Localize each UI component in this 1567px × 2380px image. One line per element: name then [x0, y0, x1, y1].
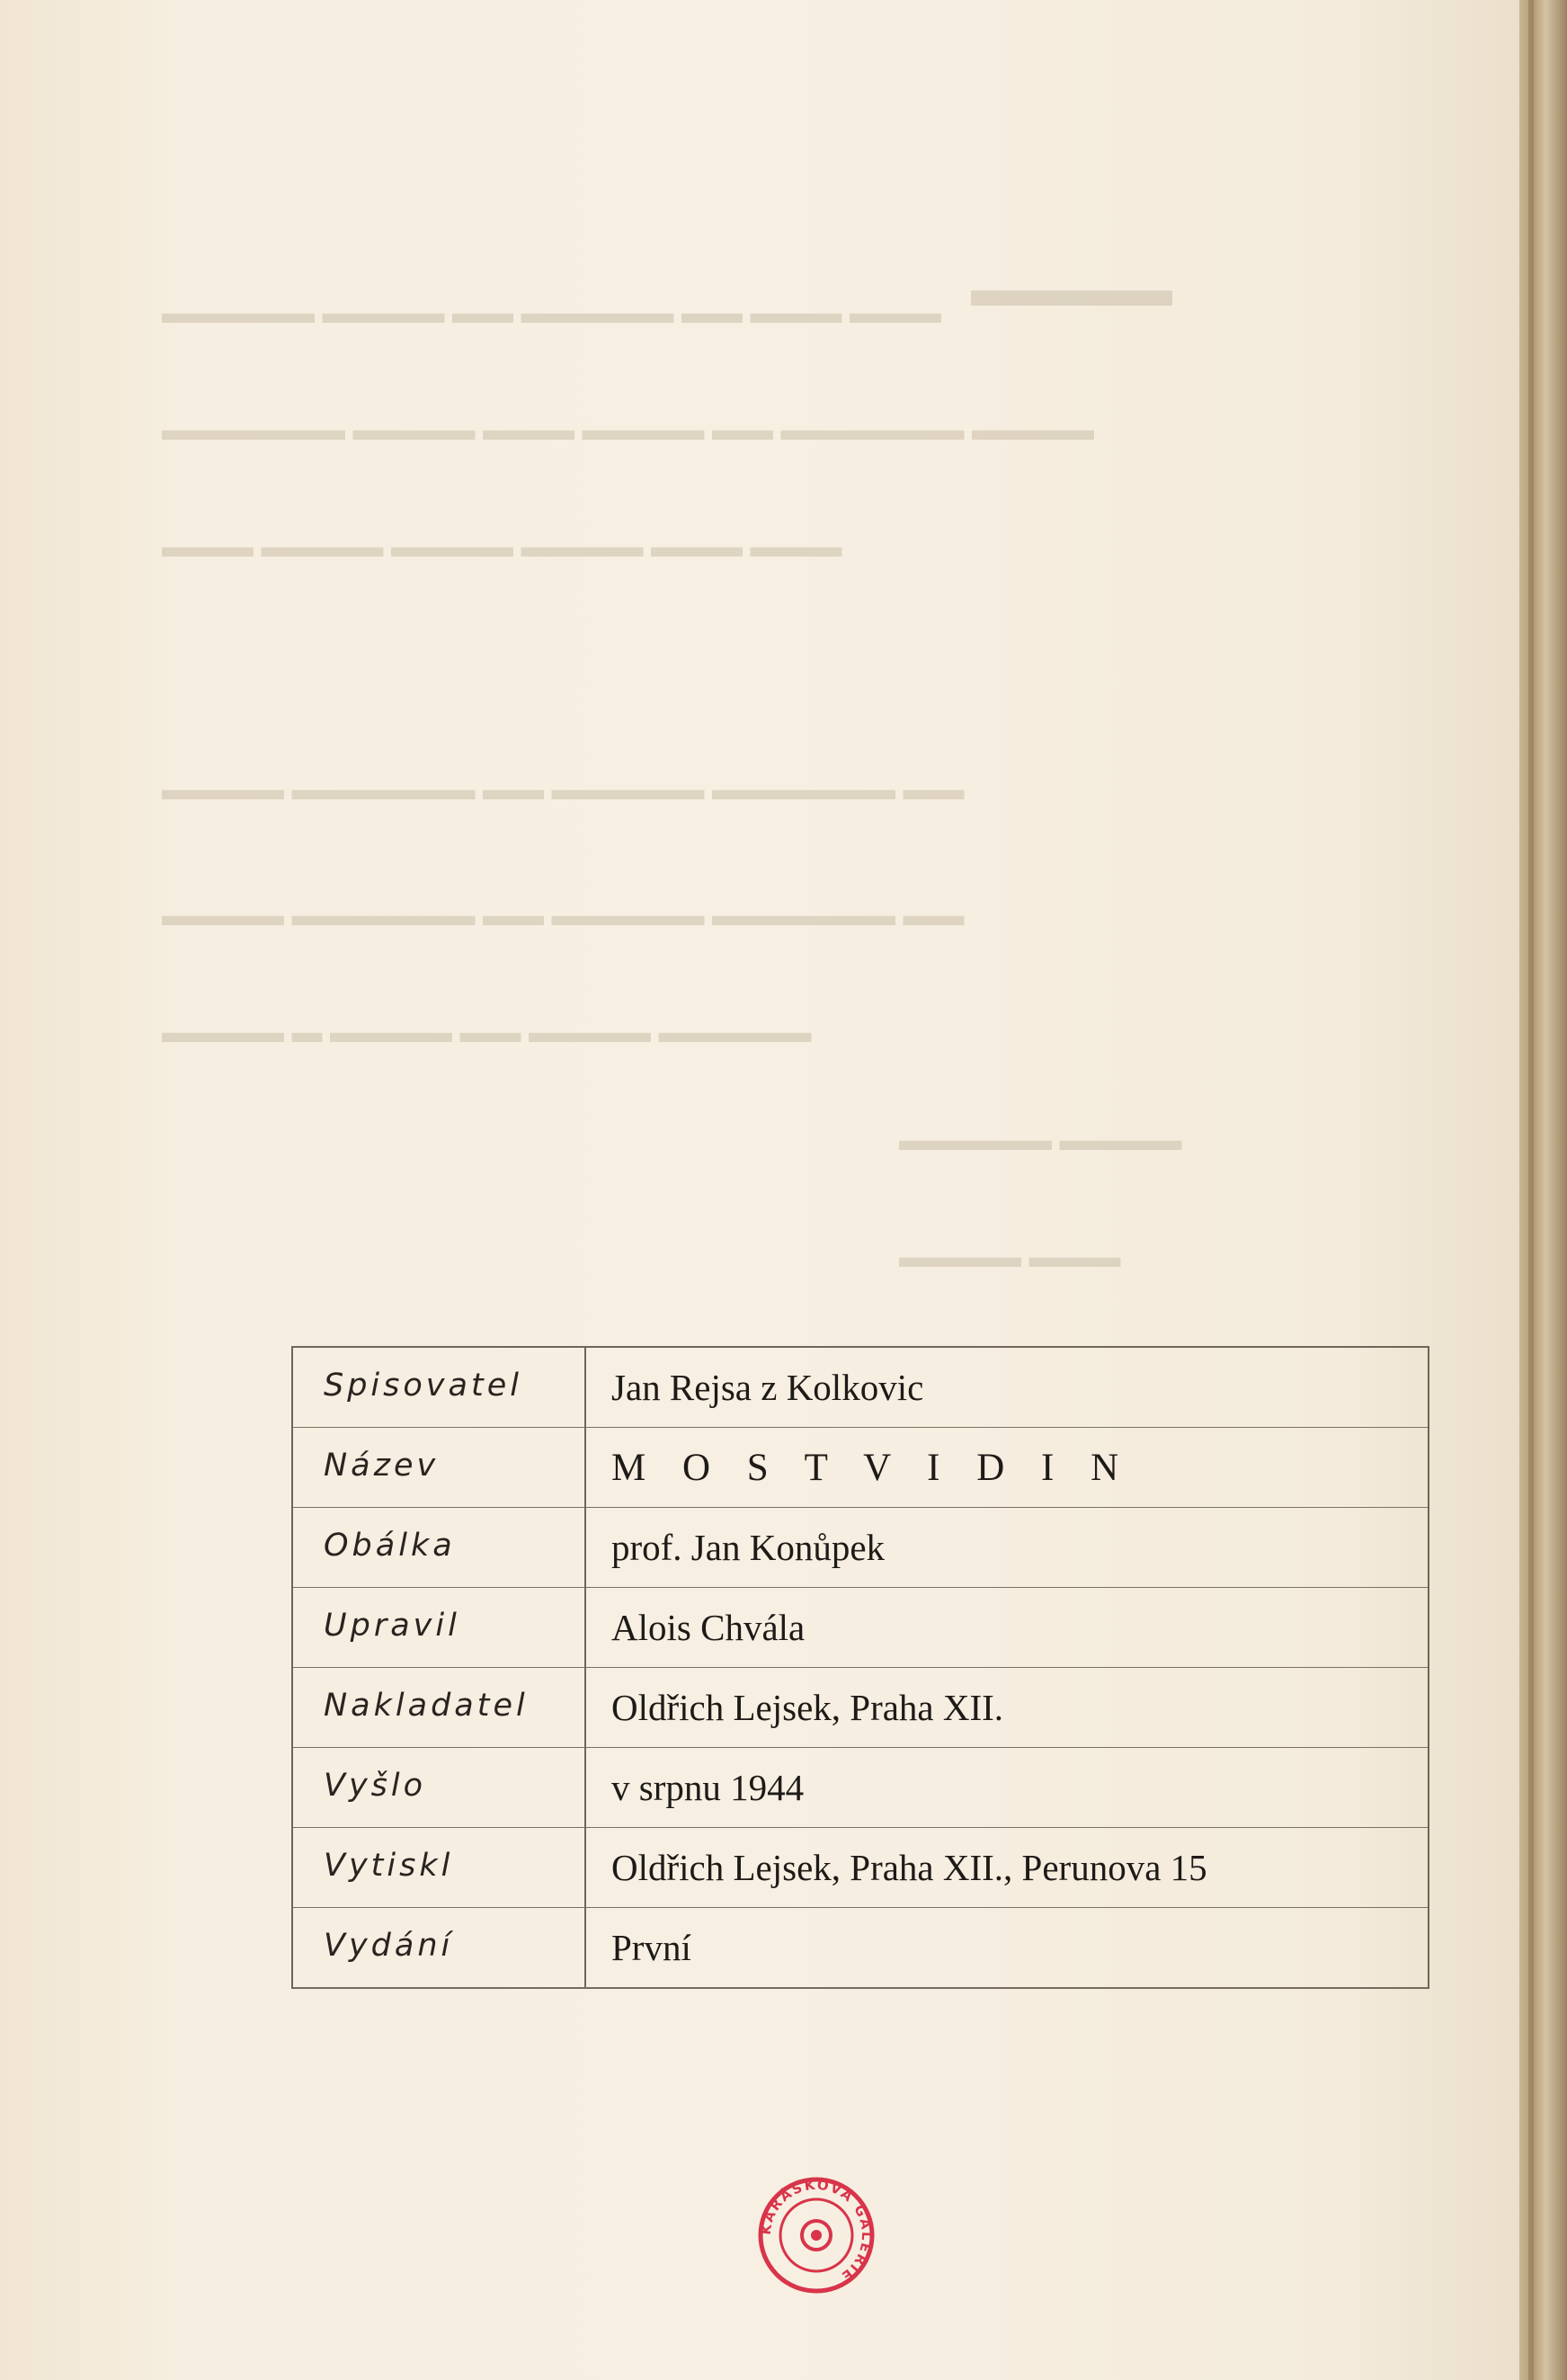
colophon-value: Jan Rejsa z Kolkovic [611, 1367, 924, 1408]
colophon-row-edition [293, 1908, 1428, 1988]
gallery-stamp [755, 2174, 877, 2296]
colophon-value: M O S T V I D I N [611, 1447, 1133, 1489]
colophon-label: Upravil [324, 1608, 460, 1644]
colophon-value: Oldřich Lejsek, Praha XII. [611, 1687, 1004, 1728]
colophon-value: prof. Jan Konůpek [611, 1527, 886, 1568]
colophon-row-published [293, 1748, 1428, 1828]
bleed-through-texture: ▬▬ ▬▬▬▬▬▬ ▬▬▬▬▬ ▬▬ ▬▬▬▬▬▬ ▬▬▬▬ [162, 773, 965, 807]
colophon-row-printer [293, 1828, 1428, 1908]
colophon-value: Alois Chvála [611, 1607, 806, 1648]
colophon-label: Vyšlo [324, 1768, 427, 1804]
colophon-row-title [293, 1428, 1428, 1508]
bleed-through-texture: ▬▬ ▬▬▬▬▬▬ ▬▬▬▬▬ ▬▬ ▬▬▬▬▬▬ ▬▬▬▬ [162, 899, 965, 932]
column-divider [584, 1348, 586, 1987]
bleed-through-texture: ▬▬▬ ▬▬▬ ▬▬ ▬▬▬▬▬ ▬▬ ▬▬▬▬ ▬▬▬▬▬ [162, 297, 941, 330]
bleed-through-texture: ▬▬▬▬ ▬▬▬▬▬ [899, 1124, 1182, 1157]
bleed-through-texture: ▬▬▬ ▬▬▬▬ [899, 1241, 1121, 1274]
colophon-row-cover [293, 1508, 1428, 1588]
colophon-value: První [611, 1927, 691, 1968]
colophon-row-publisher [293, 1668, 1428, 1748]
colophon-label: Obálka [324, 1528, 456, 1564]
stamp-text: KARÁSKOVA GALERIE [757, 2176, 876, 2286]
colophon-value: Oldřich Lejsek, Praha XII., Perunova 15 [611, 1847, 1207, 1888]
bleed-through-texture: ▬▬▬ ▬▬▬ ▬▬▬▬ ▬▬▬▬ ▬▬▬▬ ▬▬▬ [162, 530, 842, 564]
colophon-label: Vydání [324, 1928, 454, 1964]
colophon-row-author [293, 1348, 1428, 1428]
colophon-value: v srpnu 1944 [611, 1767, 805, 1808]
bleed-through-texture: ▬▬▬▬ [971, 262, 1172, 317]
colophon-label: Název [324, 1448, 440, 1484]
book-spine-shadow [1519, 0, 1567, 2380]
colophon-label: Nakladatel [324, 1688, 529, 1724]
bleed-through-texture: ▬▬▬▬ ▬▬▬▬▬▬ ▬▬ ▬▬▬▬ ▬▬▬ ▬▬▬▬ ▬▬▬▬▬▬ [162, 414, 1094, 447]
book-gutter [1528, 0, 1534, 2380]
colophon-label: Vytiskl [324, 1848, 454, 1884]
colophon-table [291, 1346, 1429, 1989]
colophon-row-editor [293, 1588, 1428, 1668]
bleed-through-texture: ▬▬▬▬▬ ▬▬▬▬ ▬▬ ▬▬▬▬ ▬ ▬▬▬▬ [162, 1016, 812, 1049]
colophon-label: Spisovatel [324, 1368, 522, 1404]
